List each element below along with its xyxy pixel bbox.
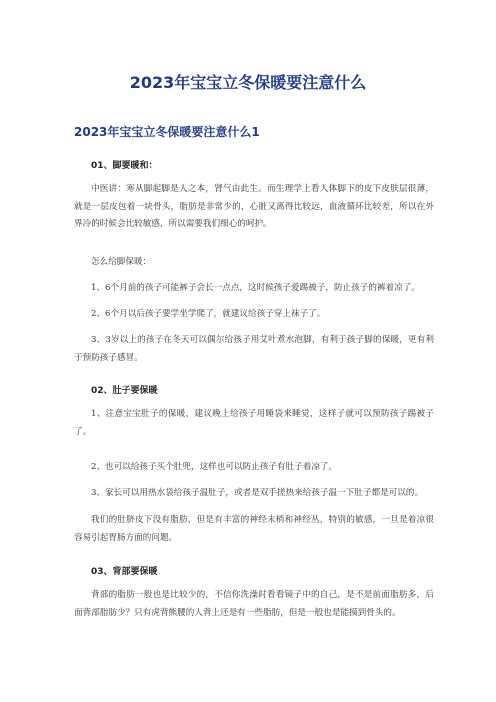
paragraph: 2、也可以给孩子买个肚兜，这样也可以防止孩子有肚子着凉了。 [91,462,338,472]
paragraph: 怎么给脚保暖： [91,257,152,267]
paragraph: 3、家长可以用热水袋给孩子温肚子，或者是双手搓热来给孩子温一下肚子都是可以的。 [91,488,424,498]
paragraph: 1、注意宝宝肚子的保暖，建议晚上给孩子用睡袋来睡觉，这样子就可以预防孩子踢被子了。 [74,409,434,437]
document-title: 2023年宝宝立冬保暖要注意什么 [129,73,367,92]
paragraph: 我们的肚脐皮下没有脂肪，但是有丰富的神经末梢和神经丛，特别的敏感，一旦是着凉很容易引起胃肠方面的问题。 [74,515,434,543]
subsection-heading-feet: 01、脚要暖和： [91,161,158,171]
paragraph: 2、6个月以后孩子要学坐学爬了，就建议给孩子穿上袜子了。 [91,309,326,319]
paragraph: 背部的脂肪一般也是比较少的，不信你洗澡时看看镜子中的自己，是不是前面脂肪多，后面背部脂肪少？只有虎背熊腰的人背上还是有一些脂肪，但是一般也是能摸到骨头的。 [74,590,434,618]
section-heading: 2023年宝宝立冬保暖要注意什么1 [74,125,260,139]
subsection-heading-back: 03、背部要保暖 [91,567,158,577]
paragraph: 3、3岁以上的孩子在冬天可以偶尔给孩子用艾叶煮水泡脚，有利于孩子脚的保暖，更有利于预防孩子感冒。 [74,335,434,363]
subsection-heading-belly: 02、肚子要保暖 [91,386,158,396]
paragraph: 1、6个月前的孩子可能裤子会长一点点，这时候孩子爱踢被子，防止孩子的裤着凉了。 [91,283,420,293]
paragraph: 中医讲：寒从脚起脚是人之本，肾气由此生。而生理学上看人体脚下的皮下皮肤层很薄，就是一层皮包着一块骨头，脂肪是非常少的，心脏又离得比较远，血液循环比较差，所以在外界冷的时候会比较敏感，所以需要我们细心的呵护。 [74,184,434,229]
